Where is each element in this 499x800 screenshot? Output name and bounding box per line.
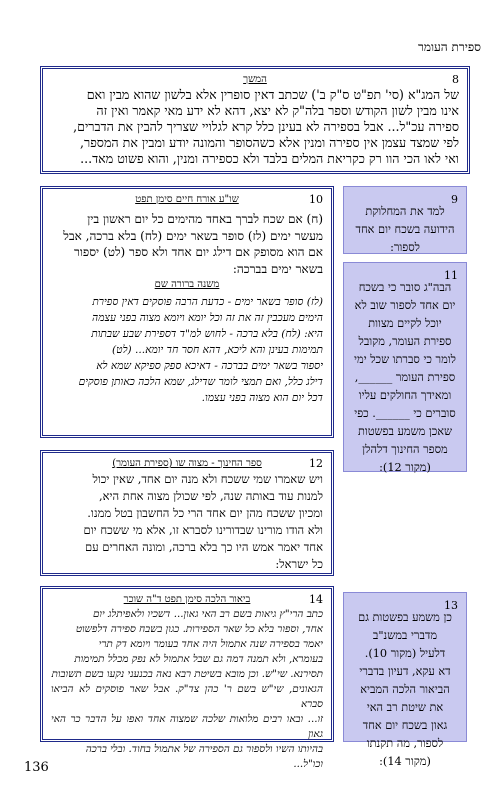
box-number: 12 (309, 457, 323, 470)
text-line: אחד יאמר אמש היו כך בלא ברכה, ומונה האחרים עם (84, 540, 323, 554)
side-note-number: 11 (444, 269, 458, 282)
text-line: בעומרא, ולא תמנה דמה גם שבל אתמול לא נפק מכלל תמימות (74, 653, 323, 665)
side-note-line: שאכן משמע בפשטות (357, 425, 453, 438)
text-line: הימים מעכבין זה את זה וכל יומא ויומא מצוה בפני עצמה (92, 311, 323, 324)
text-line: תמימות בעינן והא ליכא, דהא חסר חד יומא... (לט) (112, 343, 323, 356)
side-note-line: (מקור 14): (379, 755, 431, 768)
source-box-10 (40, 186, 334, 438)
box-number: 10 (309, 193, 323, 206)
side-note-line: הביאור הלכה המביא (360, 683, 450, 696)
page-title: ספירת העומר (417, 40, 481, 54)
text-line: תסירנא. שי"ש. וכן מובא בשיטת רבא נאה בכנעני נקעו בשם תשובות (51, 668, 323, 680)
box-source-title: שו"ע אורח חיים סימן תפט (135, 194, 239, 205)
box-text (51, 87, 459, 167)
box-text (51, 211, 323, 406)
side-note-line: מספר החינוך דלהלן (362, 443, 448, 456)
text-line: היא: (לח) בלא ברכה - לחוש למ"ד דספירת שבע שבתות (91, 327, 323, 340)
side-note-line: למד את המחלוקת (365, 205, 445, 218)
text-line: יאמר בספירה שנה אתמול היה אחד בעומר ויומא דק תרי (98, 638, 323, 650)
page-number: 136 (24, 760, 49, 775)
text-line: אינו מבין לשון הקודש וספר בלה"ק לא יצא, דהא לא ידע מאי קאמר ואין זה (96, 103, 459, 118)
source-box-12 (40, 450, 334, 576)
source-box-14 (40, 586, 334, 770)
box-source-title: ספר החינוך - מצוה שו (ספירת העומר) (112, 458, 262, 469)
text-line: ויש שאמרו שמי ששכח ולא מנה יום אחד, שאין יכול (92, 472, 323, 486)
text-line: (ח) אם שכח לברך באחד מהימים כל יום ראשון בין (87, 212, 323, 226)
side-note-line: גאון בשכח יום אחד (362, 719, 448, 732)
box-subsource-title: משנה ברורה שם (154, 279, 220, 290)
side-note-13 (343, 592, 467, 768)
text-line: ספירה עכ"ל... אבל בספירה לא בעינן כלל קרא לגלויי שצריך להבין את הדברים, (73, 119, 459, 134)
side-note-line: הבה"ג סובר כי בשכח (358, 281, 452, 294)
text-line: אם הוא מסופק אם דילג יום אחד ולא ספר (לט) יספור (73, 245, 323, 259)
side-note-line: הידועה בשכח יום אחד (355, 223, 455, 236)
side-note-line: יום אחד לספור שוב לא (354, 299, 456, 312)
source-box-8 (40, 66, 470, 174)
side-note-line: את שיטת רב האי (366, 701, 444, 714)
text-line: דכל יום הוא מצוה בפני עצמו. (201, 391, 323, 404)
text-line: הגאונים, שי"ש בשם ר' כהן צד"ק. אבל שאר פוסקים לא הביאו סברא (51, 683, 323, 710)
text-line: זו... ובאו רבים מלואות שלכה שמצוה אחד ואפו על הדבר כר האי גאון (51, 713, 323, 740)
text-line: אחד, וספור בלא כל שאר הספירות. כגון בשבח ספירה דלפשוט (75, 623, 323, 635)
text-line: בשאר ימים בברכה: (232, 261, 323, 276)
box-text (51, 471, 323, 573)
side-note-line: (מקור 12): (379, 461, 431, 474)
side-note-line: ומאידך החולקים עליו (358, 389, 452, 402)
side-note-line: לספור: (390, 241, 420, 254)
side-note-line: דא עקא, דעיון בדברי (359, 665, 451, 678)
side-note-line: ספירת העומר ______, (354, 371, 456, 384)
text-line: למנות עוד באותה שנה, לפי שכולן מצוה אחת היא, (98, 489, 323, 503)
text-line: של המג"א (סי' תפ"ט ס"ק ב') שכתב דאין סופרין אלא בלשון שהוא מבין ואם (86, 87, 459, 102)
text-line: (לז) סופר בשאר ימים - כדעת הרבה פוסקים דאין ספירת (92, 295, 323, 308)
side-note-number: 13 (444, 599, 458, 612)
text-line: ולא הודו מורינו שבדורינו לסברא זו, אלא מי ששכח יום (83, 523, 323, 537)
side-note-line: לומר כי סברתו שכל ימי (354, 353, 456, 366)
side-note-9 (343, 186, 467, 254)
box-source-title: המשך (243, 74, 267, 85)
text-line: כתב הרי"ץ גיאות בשם רב האי גאון... דשכיו ולאפיתלג יום (92, 608, 323, 620)
side-note-line: מדברי במשנ"ב (372, 629, 438, 642)
side-note-number: 9 (451, 193, 458, 206)
side-note-line: סוברים כי ______. כפי (354, 407, 456, 420)
text-line: מעשר ימים (לז) סופר בשאר ימים (לח) בלא ברכה, אבל (63, 228, 323, 243)
box-number: 14 (309, 593, 323, 606)
side-note-line: דלעיל (מקור 10). (364, 647, 446, 660)
text-line: יספור בשאר ימים בברכה - דאיכא ספק ספיקא שמא לא (96, 359, 323, 372)
text-line: כל ישראל: (275, 557, 323, 571)
side-note-line: יוכל לקיים מצוות (368, 317, 442, 330)
text-line: בהיותו השיו ולספור גם הספירה של אתמול בחוד. ובלי ברכה (85, 743, 323, 755)
text-line: וכו"ל... (293, 758, 323, 770)
text-line: ומכיון ששכח מהן יום אחד הרי כל החשבון בטל ממנו. (87, 506, 323, 520)
side-note-line: כן משמע בפשטות גם (358, 611, 452, 624)
box-source-title: ביאור הלכה סימן תפט ד"ה שוכר (123, 594, 251, 605)
commentary-text (51, 294, 323, 406)
side-note-11 (343, 262, 467, 472)
box-text (51, 607, 323, 772)
side-note-line: ספירת העומר, מקובל (358, 335, 452, 348)
text-line: ואי לאו הכי הוו רק כקריאת המלים בלבד ולא כספירה ומנין, והוא פשוט מאד... (80, 151, 459, 166)
text-line: לפי שמצד עצמן אין ספירה ומנין אלא כשהסופר והמונה יודע ומבין את המספר, (80, 135, 459, 150)
box-number: 8 (452, 73, 459, 86)
side-note-line: לספור, מה תקנתו (366, 737, 444, 750)
text-line: דילג כלל, ואם תמצי לומר שדילג, שמא הלכה כאותן פוסקים (78, 375, 323, 388)
